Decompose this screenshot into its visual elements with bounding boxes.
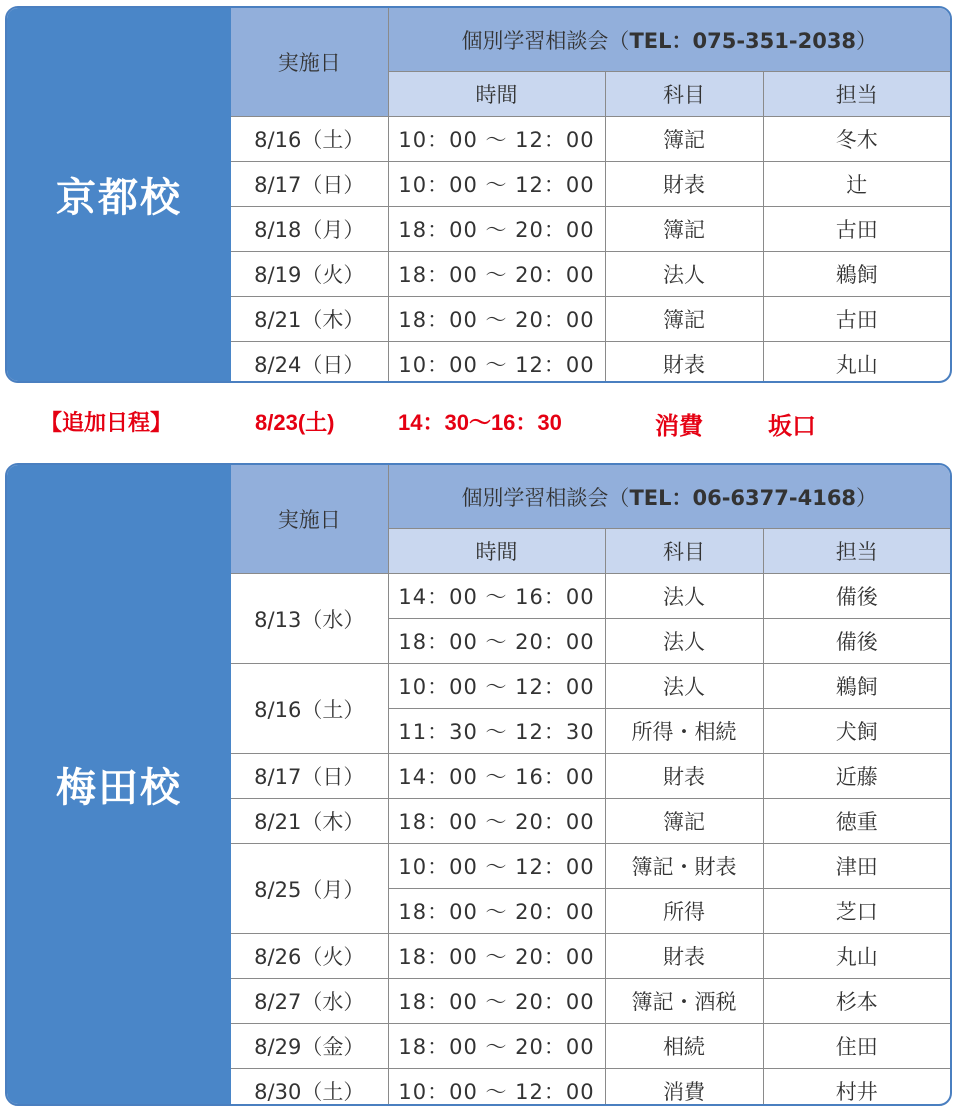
person-cell: 徳重 bbox=[763, 799, 950, 844]
date-cell: 8/21（木） bbox=[231, 799, 388, 844]
person-cell: 杉本 bbox=[763, 979, 950, 1024]
subject-cell: 簿記 bbox=[605, 207, 763, 252]
consultation-title: 個別学習相談会（ bbox=[461, 28, 630, 53]
table-row bbox=[231, 342, 950, 384]
subject-cell: 所得・相続 bbox=[605, 709, 763, 754]
person-cell: 備後 bbox=[763, 574, 950, 619]
person-cell: 鵜飼 bbox=[763, 664, 950, 709]
kyoto-school-block bbox=[7, 8, 231, 381]
additional-person: 坂口 bbox=[768, 413, 816, 440]
header-row bbox=[231, 465, 950, 529]
date-cell: 8/25（月） bbox=[231, 844, 388, 934]
table-row bbox=[231, 934, 950, 979]
time-cell: 18：00 〜 20：00 bbox=[388, 1024, 605, 1069]
kyoto-schedule-table bbox=[231, 8, 950, 383]
date-column-header: 実施日 bbox=[231, 8, 388, 117]
consultation-title-header bbox=[388, 8, 950, 72]
additional-schedule-label: 【追加日程】 bbox=[40, 410, 173, 435]
subject-cell: 所得 bbox=[605, 889, 763, 934]
person-cell: 丸山 bbox=[763, 342, 950, 384]
time-cell: 10：00 〜 12：00 bbox=[388, 117, 605, 162]
table-row bbox=[231, 664, 950, 709]
person-cell: 村井 bbox=[763, 1069, 950, 1107]
subject-cell: 法人 bbox=[605, 619, 763, 664]
subject-cell: 簿記・財表 bbox=[605, 844, 763, 889]
person-cell: 近藤 bbox=[763, 754, 950, 799]
consultation-title-end: ） bbox=[856, 28, 878, 53]
subject-column-header: 科目 bbox=[605, 72, 763, 117]
phone-number: TEL：075-351-2038 bbox=[629, 28, 857, 53]
subject-cell: 相続 bbox=[605, 1024, 763, 1069]
time-cell: 18：00 〜 20：00 bbox=[388, 297, 605, 342]
subject-cell: 簿記 bbox=[605, 117, 763, 162]
consultation-title-end: ） bbox=[856, 485, 878, 510]
date-cell: 8/29（金） bbox=[231, 1024, 388, 1069]
table-row bbox=[231, 207, 950, 252]
subject-cell: 法人 bbox=[605, 664, 763, 709]
additional-schedule bbox=[0, 402, 960, 442]
subject-cell: 消費 bbox=[605, 1069, 763, 1107]
date-cell: 8/13（水） bbox=[231, 574, 388, 664]
table-row bbox=[231, 574, 950, 619]
person-cell: 住田 bbox=[763, 1024, 950, 1069]
time-cell: 18：00 〜 20：00 bbox=[388, 799, 605, 844]
time-cell: 10：00 〜 12：00 bbox=[388, 162, 605, 207]
person-cell: 鵜飼 bbox=[763, 252, 950, 297]
person-cell: 古田 bbox=[763, 297, 950, 342]
date-column-header: 実施日 bbox=[231, 465, 388, 574]
time-cell: 14：00 〜 16：00 bbox=[388, 574, 605, 619]
time-cell: 18：00 〜 20：00 bbox=[388, 889, 605, 934]
time-cell: 18：00 〜 20：00 bbox=[388, 979, 605, 1024]
person-column-header: 担当 bbox=[763, 529, 950, 574]
person-cell: 犬飼 bbox=[763, 709, 950, 754]
table-row bbox=[231, 799, 950, 844]
person-cell: 古田 bbox=[763, 207, 950, 252]
table-row bbox=[231, 252, 950, 297]
subject-cell: 財表 bbox=[605, 342, 763, 384]
table-row bbox=[231, 117, 950, 162]
date-cell: 8/18（月） bbox=[231, 207, 388, 252]
subject-cell: 簿記・酒税 bbox=[605, 979, 763, 1024]
time-cell: 10：00 〜 12：00 bbox=[388, 1069, 605, 1107]
subject-cell: 簿記 bbox=[605, 799, 763, 844]
date-cell: 8/16（土） bbox=[231, 117, 388, 162]
time-cell: 10：00 〜 12：00 bbox=[388, 342, 605, 384]
person-column-header: 担当 bbox=[763, 72, 950, 117]
date-cell: 8/19（火） bbox=[231, 252, 388, 297]
additional-date: 8/23(土) bbox=[255, 410, 335, 435]
date-cell: 8/24（日） bbox=[231, 342, 388, 384]
phone-number: TEL：06-6377-4168 bbox=[629, 485, 857, 510]
table-row bbox=[231, 1069, 950, 1107]
time-cell: 18：00 〜 20：00 bbox=[388, 252, 605, 297]
subject-cell: 財表 bbox=[605, 162, 763, 207]
time-cell: 18：00 〜 20：00 bbox=[388, 619, 605, 664]
person-cell: 備後 bbox=[763, 619, 950, 664]
additional-time: 14：30〜16：30 bbox=[398, 410, 562, 435]
additional-subject: 消費 bbox=[655, 413, 703, 440]
subject-cell: 法人 bbox=[605, 252, 763, 297]
person-cell: 丸山 bbox=[763, 934, 950, 979]
time-cell: 10：00 〜 12：00 bbox=[388, 844, 605, 889]
table-row bbox=[231, 162, 950, 207]
date-cell: 8/26（火） bbox=[231, 934, 388, 979]
time-column-header: 時間 bbox=[388, 529, 605, 574]
umeda-schedule-table bbox=[231, 465, 950, 1106]
date-cell: 8/27（水） bbox=[231, 979, 388, 1024]
kyoto-school-name: 京都校 bbox=[56, 175, 182, 221]
person-cell: 芝口 bbox=[763, 889, 950, 934]
subject-cell: 簿記 bbox=[605, 297, 763, 342]
table-row bbox=[231, 844, 950, 889]
time-cell: 18：00 〜 20：00 bbox=[388, 934, 605, 979]
time-column-header: 時間 bbox=[388, 72, 605, 117]
person-cell: 津田 bbox=[763, 844, 950, 889]
date-cell: 8/21（木） bbox=[231, 297, 388, 342]
table-row bbox=[231, 1024, 950, 1069]
time-cell: 14：00 〜 16：00 bbox=[388, 754, 605, 799]
date-cell: 8/16（土） bbox=[231, 664, 388, 754]
date-cell: 8/30（土） bbox=[231, 1069, 388, 1107]
subject-cell: 法人 bbox=[605, 574, 763, 619]
time-cell: 18：00 〜 20：00 bbox=[388, 207, 605, 252]
umeda-schedule-panel bbox=[5, 463, 952, 1106]
umeda-school-block bbox=[7, 465, 231, 1104]
time-cell: 10：00 〜 12：00 bbox=[388, 664, 605, 709]
consultation-title-header bbox=[388, 465, 950, 529]
date-cell: 8/17（日） bbox=[231, 754, 388, 799]
table-row bbox=[231, 754, 950, 799]
subject-cell: 財表 bbox=[605, 754, 763, 799]
person-cell: 冬木 bbox=[763, 117, 950, 162]
subject-cell: 財表 bbox=[605, 934, 763, 979]
person-cell: 辻 bbox=[763, 162, 950, 207]
table-row bbox=[231, 979, 950, 1024]
header-row bbox=[231, 8, 950, 72]
consultation-title: 個別学習相談会（ bbox=[461, 485, 630, 510]
table-row bbox=[231, 297, 950, 342]
kyoto-schedule-panel bbox=[5, 6, 952, 383]
umeda-school-name: 梅田校 bbox=[56, 765, 182, 811]
subject-column-header: 科目 bbox=[605, 529, 763, 574]
date-cell: 8/17（日） bbox=[231, 162, 388, 207]
time-cell: 11：30 〜 12：30 bbox=[388, 709, 605, 754]
